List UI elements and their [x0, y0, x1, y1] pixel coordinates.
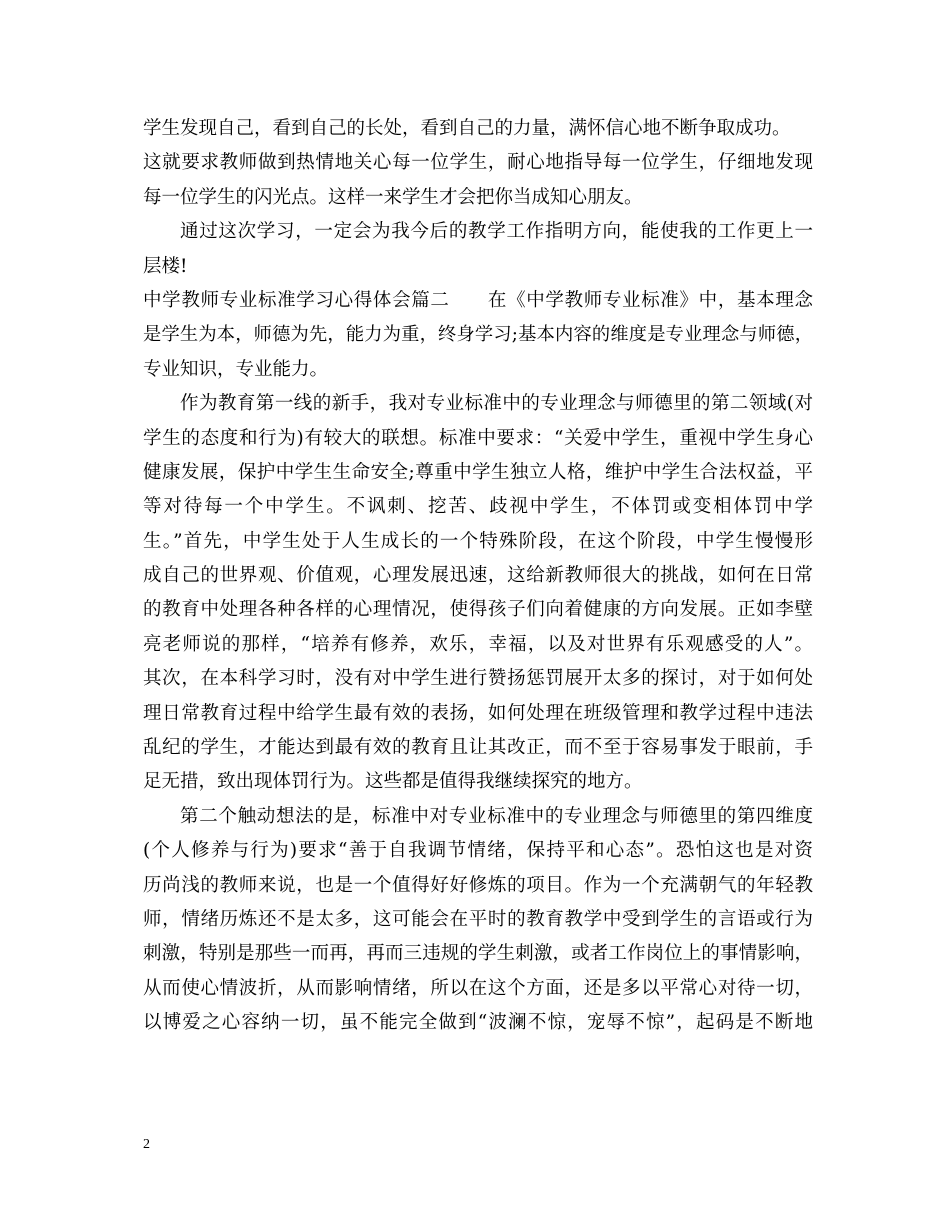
text-line: 等对待每一个中学生。不讽刺、挖苦、歧视中学生，不体罚或变相体罚中学 — [143, 496, 813, 518]
text-line: 作为教育第一线的新手，我对专业标准中的专业理念与师德里的第二领域(对 — [180, 393, 813, 415]
text-line: 其次，在本科学习时，没有对中学生进行赞扬惩罚展开太多的探讨，对于如何处 — [143, 668, 813, 690]
page-number: 2 — [143, 1137, 150, 1152]
text-line: 历尚浅的教师来说，也是一个值得好好修炼的项目。作为一个充满朝气的年轻教 — [143, 874, 813, 896]
text-line: 的教育中处理各种各样的心理情况，使得孩子们向着健康的方向发展。正如李壁 — [143, 599, 813, 621]
text-line: 师，情绪历炼还不是太多，这可能会在平时的教育教学中受到学生的言语或行为 — [143, 908, 813, 930]
text-line: 每一位学生的闪光点。这样一来学生才会把你当成知心朋友。 — [143, 186, 643, 208]
text-line: 第二个触动想法的是，标准中对专业标准中的专业理念与师德里的第四维度 — [180, 805, 813, 827]
text-line: 以博爱之心容纳一切，虽不能完全做到“波澜不惊，宠辱不惊”，起码是不断地 — [143, 1012, 813, 1034]
text-line: 生。”首先，中学生处于人生成长的一个特殊阶段，在这个阶段，中学生慢慢形 — [143, 530, 813, 552]
text-line: 亮老师说的那样，“培养有修养，欢乐，幸福，以及对世界有乐观感受的人”。 — [143, 633, 813, 655]
text-line: 乱纪的学生，才能达到最有效的教育且让其改正，而不至于容易事发于眼前，手 — [143, 737, 813, 759]
text-line: 中学教师专业标准学习心得体会篇二 在《中学教师专业标准》中，基本理念 — [143, 289, 813, 311]
text-line: 通过这次学习，一定会为我今后的教学工作指明方向，能使我的工作更上一 — [180, 221, 813, 243]
text-line: 刺激，特别是那些一而再，再而三违规的学生刺激，或者工作岗位上的事情影响， — [143, 943, 813, 965]
text-line: 足无措，致出现体罚行为。这些都是值得我继续探究的地方。 — [143, 771, 643, 793]
text-line: 成自己的世界观、价值观，心理发展迅速，这给新教师很大的挑战，如何在日常 — [143, 565, 813, 587]
text-line: (个人修养与行为)要求“善于自我调节情绪，保持平和心态”。恐怕这也是对资 — [143, 840, 813, 862]
text-line: 专业知识，专业能力。 — [143, 358, 329, 380]
text-line: 健康发展，保护中学生生命安全;尊重中学生独立人格，维护中学生合法权益，平 — [143, 461, 813, 483]
text-line: 理日常教育过程中给学生最有效的表扬，如何处理在班级管理和教学过程中违法 — [143, 702, 813, 724]
text-line: 从而使心情波折，从而影响情绪，所以在这个方面，还是多以平常心对待一切， — [143, 977, 813, 999]
text-line: 学生发现自己，看到自己的长处，看到自己的力量，满怀信心地不断争取成功。 — [143, 118, 791, 139]
text-line: 层楼! — [143, 255, 188, 277]
text-line: 是学生为本，师德为先，能力为重，终身学习;基本内容的维度是专业理念与师德， — [143, 324, 813, 346]
body-text — [143, 112, 813, 1041]
text-line: 学生的态度和行为)有较大的联想。标准中要求：“关爱中学生，重视中学生身心 — [143, 427, 813, 449]
text-line: 这就要求教师做到热情地关心每一位学生，耐心地指导每一位学生，仔细地发现 — [143, 152, 813, 174]
